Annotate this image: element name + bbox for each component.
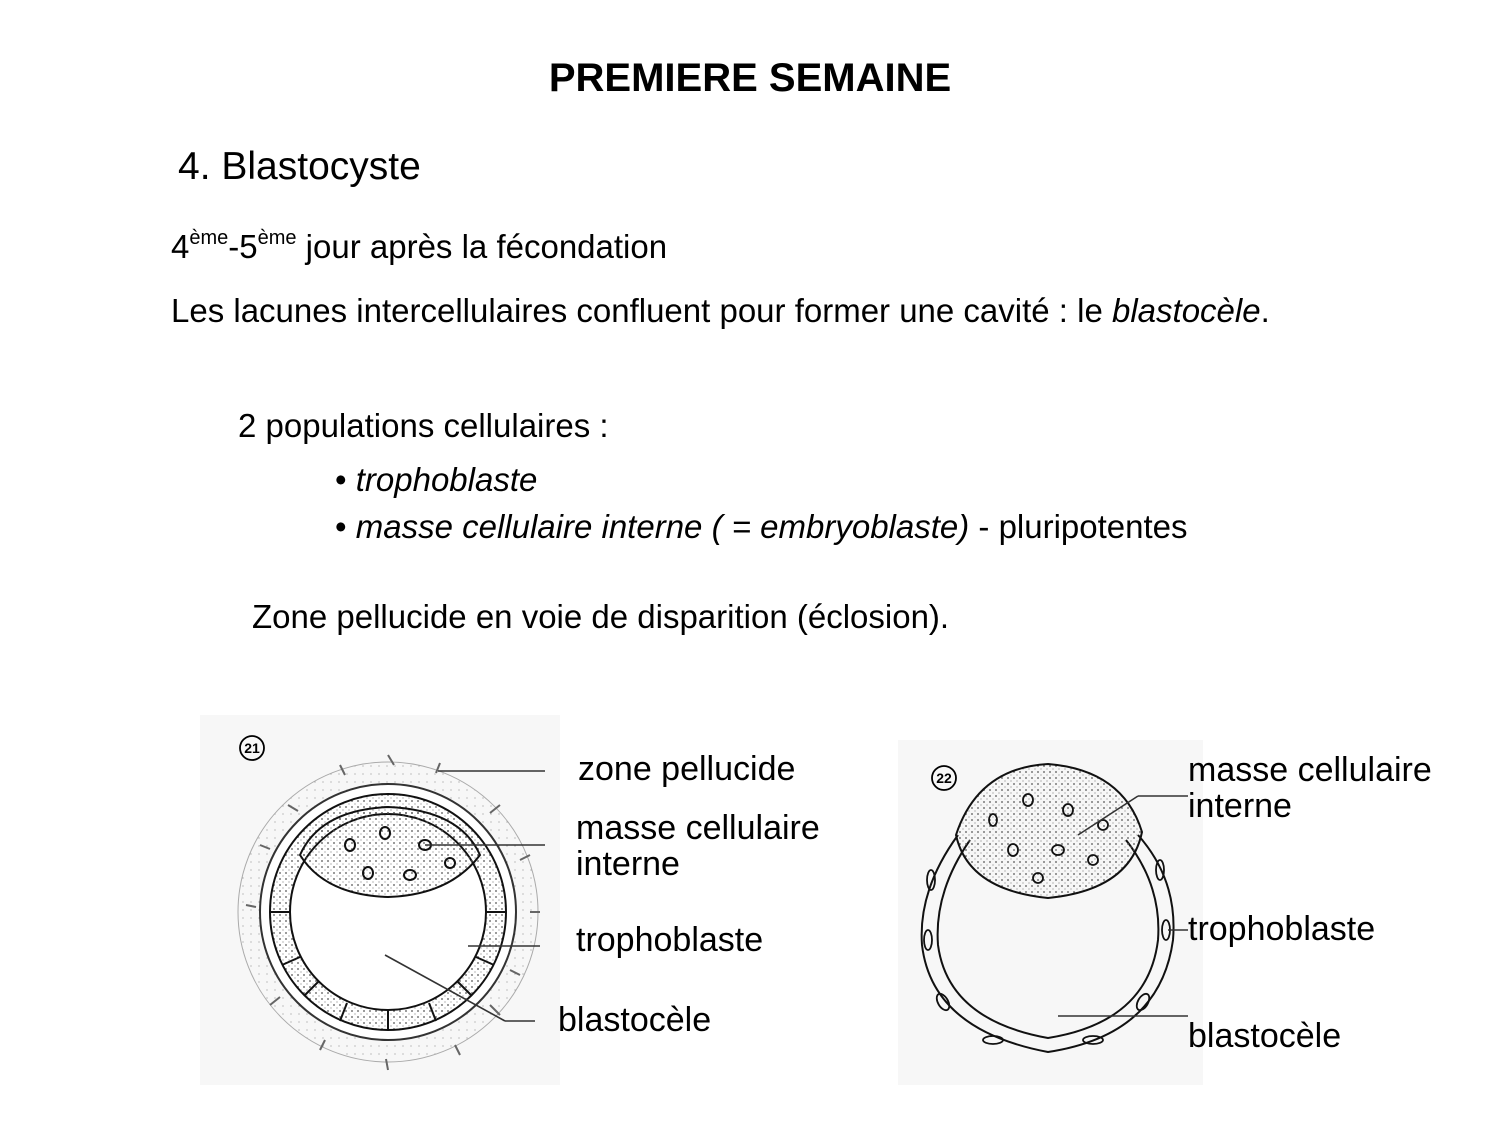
section-heading: 4. Blastocyste	[178, 145, 421, 188]
fig22-label-icm-line2: interne	[1188, 787, 1292, 825]
bullet-marker: •	[335, 461, 347, 498]
lacunes-end: .	[1260, 292, 1270, 329]
figure-21-blastocyst-drawing	[200, 715, 560, 1085]
lacunes-line	[171, 292, 1270, 330]
day-rest: jour après la fécondation	[296, 228, 668, 265]
lacunes-term: blastocèle	[1112, 292, 1261, 329]
populations-heading: 2 populations cellulaires :	[238, 407, 609, 444]
fig22-label-blasto: blastocèle	[1188, 1017, 1342, 1055]
bullet1-term: trophoblaste	[355, 461, 538, 498]
bullet-marker: •	[335, 508, 347, 545]
fig22-label-tropho: trophoblaste	[1188, 910, 1376, 948]
day-end-sup: ème	[257, 227, 297, 249]
day-start: 4	[171, 228, 190, 265]
slide-title: PREMIERE SEMAINE	[548, 56, 952, 100]
fig21-label-icm-line2: interne	[576, 845, 680, 883]
fig21-label-tropho: trophoblaste	[576, 921, 764, 959]
timing-line	[171, 228, 667, 266]
day-sep: -5	[228, 228, 258, 265]
figure-21-number: 21	[244, 740, 260, 756]
fig21-label-blasto: blastocèle	[558, 1001, 712, 1039]
figure-22-number: 22	[936, 770, 952, 786]
day-start-sup: ème	[189, 227, 229, 249]
fig22-label-icm-line1: masse cellulaire	[1188, 751, 1432, 789]
bullet2-rest: - pluripotentes	[969, 508, 1188, 545]
bullet-trophoblaste	[335, 461, 537, 499]
bullet-masse-cellulaire	[335, 508, 1188, 546]
lacunes-text: Les lacunes intercellulaires confluent pour former une cavité : le	[171, 292, 1112, 329]
figure-22-blastocyst-drawing	[898, 740, 1203, 1085]
zone-pellucide-line: Zone pellucide en voie de disparition (éclosion).	[252, 598, 950, 635]
fig21-label-zona: zone pellucide	[578, 750, 796, 788]
fig21-label-icm-line1: masse cellulaire	[576, 809, 820, 847]
bullet2-term: masse cellulaire interne ( = embryoblaste)	[355, 508, 970, 545]
